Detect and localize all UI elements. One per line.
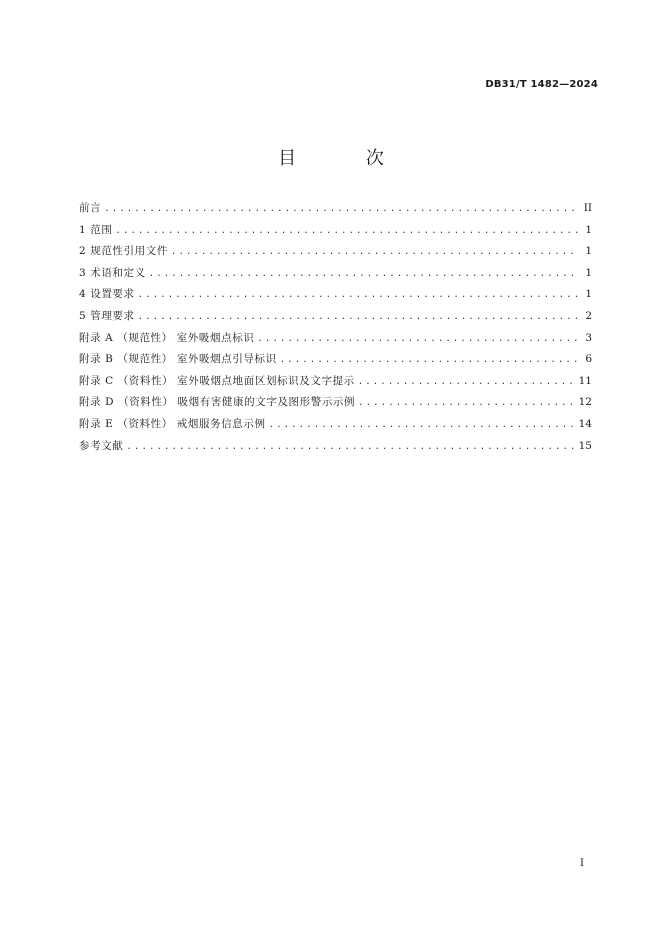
toc-entry-label: 4 设置要求 <box>79 288 135 301</box>
dot-leader <box>257 329 578 351</box>
toc-entry-page: 2 <box>585 309 592 322</box>
dot-leader <box>149 264 578 286</box>
toc-entry-scope[interactable] <box>79 220 592 242</box>
dot-leader <box>280 350 578 372</box>
toc-entry-appendix-d[interactable] <box>79 392 592 414</box>
dot-leader <box>138 307 578 329</box>
toc-entry-page: 3 <box>585 331 592 344</box>
toc-entry-label: 附录 B （规范性） 室外吸烟点引导标识 <box>79 353 277 366</box>
dot-leader <box>171 242 578 264</box>
toc-entry-setup-requirements[interactable] <box>79 284 592 306</box>
toc-entry-label: 前言 <box>79 202 102 214</box>
toc-entry-appendix-c[interactable] <box>79 371 592 393</box>
document-code: DB31/T 1482—2024 <box>485 79 598 90</box>
dot-leader <box>104 199 578 221</box>
toc-entry-label: 参考文献 <box>79 439 124 452</box>
toc-entry-label: 附录 A （规范性） 室外吸烟点标识 <box>79 331 255 344</box>
toc-title: 目 次 <box>278 148 416 169</box>
toc-entry-page: 6 <box>585 353 592 366</box>
toc-entry-appendix-e[interactable] <box>79 414 592 436</box>
toc-entry-terms-definitions[interactable] <box>79 263 592 285</box>
toc-entry-page: 12 <box>578 396 592 409</box>
toc-entry-label: 2 规范性引用文件 <box>79 245 168 258</box>
dot-leader <box>126 437 574 459</box>
toc-entry-label: 3 术语和定义 <box>79 266 146 279</box>
dot-leader <box>115 221 578 243</box>
toc-entry-appendix-a[interactable] <box>79 328 592 350</box>
toc-entry-bibliography[interactable] <box>79 436 592 458</box>
toc-list <box>79 198 592 457</box>
dot-leader <box>358 393 574 415</box>
toc-entry-page: 14 <box>578 417 592 430</box>
toc-entry-label: 5 管理要求 <box>79 309 135 322</box>
dot-leader <box>269 415 575 437</box>
toc-entry-foreword[interactable] <box>79 198 592 220</box>
toc-entry-normative-references[interactable] <box>79 241 592 263</box>
toc-entry-page: 1 <box>585 245 592 258</box>
toc-entry-management-requirements[interactable] <box>79 306 592 328</box>
toc-entry-label: 附录 C （资料性） 室外吸烟点地面区划标识及文字提示 <box>79 374 355 387</box>
page-number: I <box>580 858 584 869</box>
toc-entry-page: 1 <box>585 223 592 236</box>
toc-entry-page: 11 <box>578 374 592 387</box>
toc-entry-page: 1 <box>585 266 592 279</box>
toc-entry-page: 15 <box>578 439 592 452</box>
toc-entry-label: 附录 E （资料性） 戒烟服务信息示例 <box>79 417 266 430</box>
toc-entry-page: 1 <box>585 288 592 301</box>
toc-entry-page: II <box>583 202 592 214</box>
toc-entry-label: 1 范围 <box>79 223 113 236</box>
dot-leader <box>358 372 575 394</box>
dot-leader <box>138 285 578 307</box>
toc-entry-appendix-b[interactable] <box>79 349 592 371</box>
toc-entry-label: 附录 D （资料性） 吸烟有害健康的文字及图形警示示例 <box>79 396 356 409</box>
